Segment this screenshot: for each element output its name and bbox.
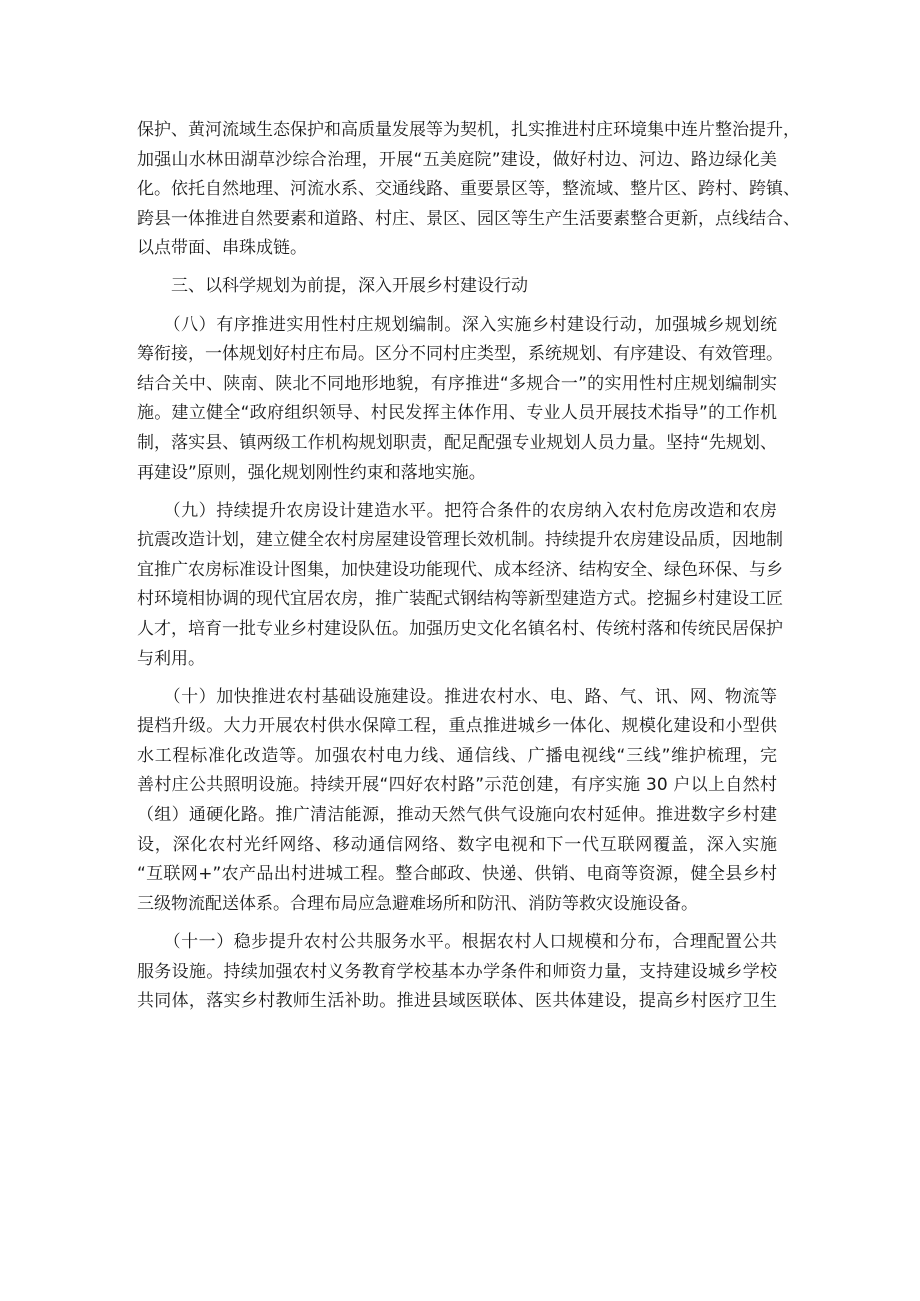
text-line: 抗震改造计划，建立健全农村房屋建设管理长效机制。持续提升农房建设品质，因地制: [137, 530, 783, 551]
text-line: （十一）稳步提升农村公共服务水平。根据农村人口规模和分布，合理配置公共: [137, 931, 777, 952]
text-line: 筹衔接，一体规划好村庄布局。区分不同村庄类型，系统规划、有序建设、有效管理。: [137, 344, 783, 365]
text-line: 三级物流配送体系。合理布局应急避难场所和防汛、消防等救灾设施设备。: [137, 893, 698, 914]
text-line: 村环境相协调的现代宜居农房，推广装配式钢结构等新型建造方式。挖掘乡村建设工匠: [137, 589, 783, 610]
paragraph-item-9: [137, 497, 783, 675]
text-line: “互联网+”农产品出村进城工程。整合邮政、快递、供销、电商等资源，健全县乡村: [137, 864, 777, 885]
heading-text: 三、以科学规划为前提，深入开展乡村建设行动: [137, 276, 528, 297]
text-line: 制，落实县、镇两级工作机构规划职责，配足配强专业规划人员力量。坚持“先规划、: [137, 432, 777, 453]
text-line: 共同体，落实乡村教师生活补助。推进县域医联体、医共体建设，提高乡村医疗卫生: [137, 991, 777, 1012]
text-line: 跨县一体推进自然要素和道路、村庄、景区、园区等生产生活要素整合更新，点线结合、: [137, 208, 800, 229]
text-line: 化。依托自然地理、河流水系、交通线路、重要景区等，整流域、整片区、跨村、跨镇、: [137, 179, 800, 200]
section-heading-3: [137, 272, 777, 302]
text-line: 以点带面、串珠成链。: [137, 238, 307, 259]
text-line: （十）加快推进农村基础设施建设。推进农村水、电、路、气、讯、网、物流等: [137, 686, 777, 707]
text-line: 服务设施。持续加强农村义务教育学校基本办学条件和师资力量，支持建设城乡学校: [137, 961, 777, 982]
text-line: 与利用。: [137, 648, 205, 669]
text-line: 施。建立健全“政府组织领导、村民发挥主体作用、专业人员开展技术指导”的工作机: [137, 403, 777, 424]
text-line: （九）持续提升农房设计建造水平。把符合条件的农房纳入农村危房改造和农房: [137, 500, 777, 521]
text-line: 宜推广农房标准设计图集，加快建设功能现代、成本经济、结构安全、绿色环保、与乡: [137, 559, 783, 580]
text-line: 加强山水林田湖草沙综合治理，开展“五美庭院”建设，做好村边、河边、路边绿化美: [137, 149, 777, 170]
paragraph-item-10: [137, 683, 777, 920]
text-line: 水工程标准化改造等。加强农村电力线、通信线、广播电视线“三线”维护梳理，完: [137, 745, 777, 766]
document-body: [137, 116, 800, 1017]
paragraph-item-8: [137, 311, 783, 489]
text-line: （组）通硬化路。推广清洁能源，推动天然气供气设施向农村延伸。推进数字乡村建: [137, 805, 777, 826]
text-line: 结合关中、陕南、陕北不同地形地貌，有序推进“多规合一”的实用性村庄规划编制实: [137, 373, 777, 394]
text-line: 再建设”原则，强化规划刚性约束和落地实施。: [137, 462, 486, 483]
paragraph-continuation: [137, 116, 800, 264]
text-line: 设，深化农村光纤网络、移动通信网络、数字电视和下一代互联网覆盖，深入实施: [137, 834, 777, 855]
paragraph-item-11: [137, 928, 777, 1017]
text-line: 提档升级。大力开展农村供水保障工程，重点推进城乡一体化、规模化建设和小型供: [137, 716, 777, 737]
text-line: 人才，培育一批专业乡村建设队伍。加强历史文化名镇名村、传统村落和传统民居保护: [137, 619, 783, 639]
text-line: （八）有序推进实用性村庄规划编制。深入实施乡村建设行动，加强城乡规划统: [137, 314, 777, 335]
text-line: 保护、黄河流域生态保护和高质量发展等为契机，扎实推进村庄环境集中连片整治提升，: [137, 120, 800, 140]
text-line: 善村庄公共照明设施。持续开展“四好农村路”示范创建，有序实施 30 户以上自然村: [137, 775, 777, 796]
